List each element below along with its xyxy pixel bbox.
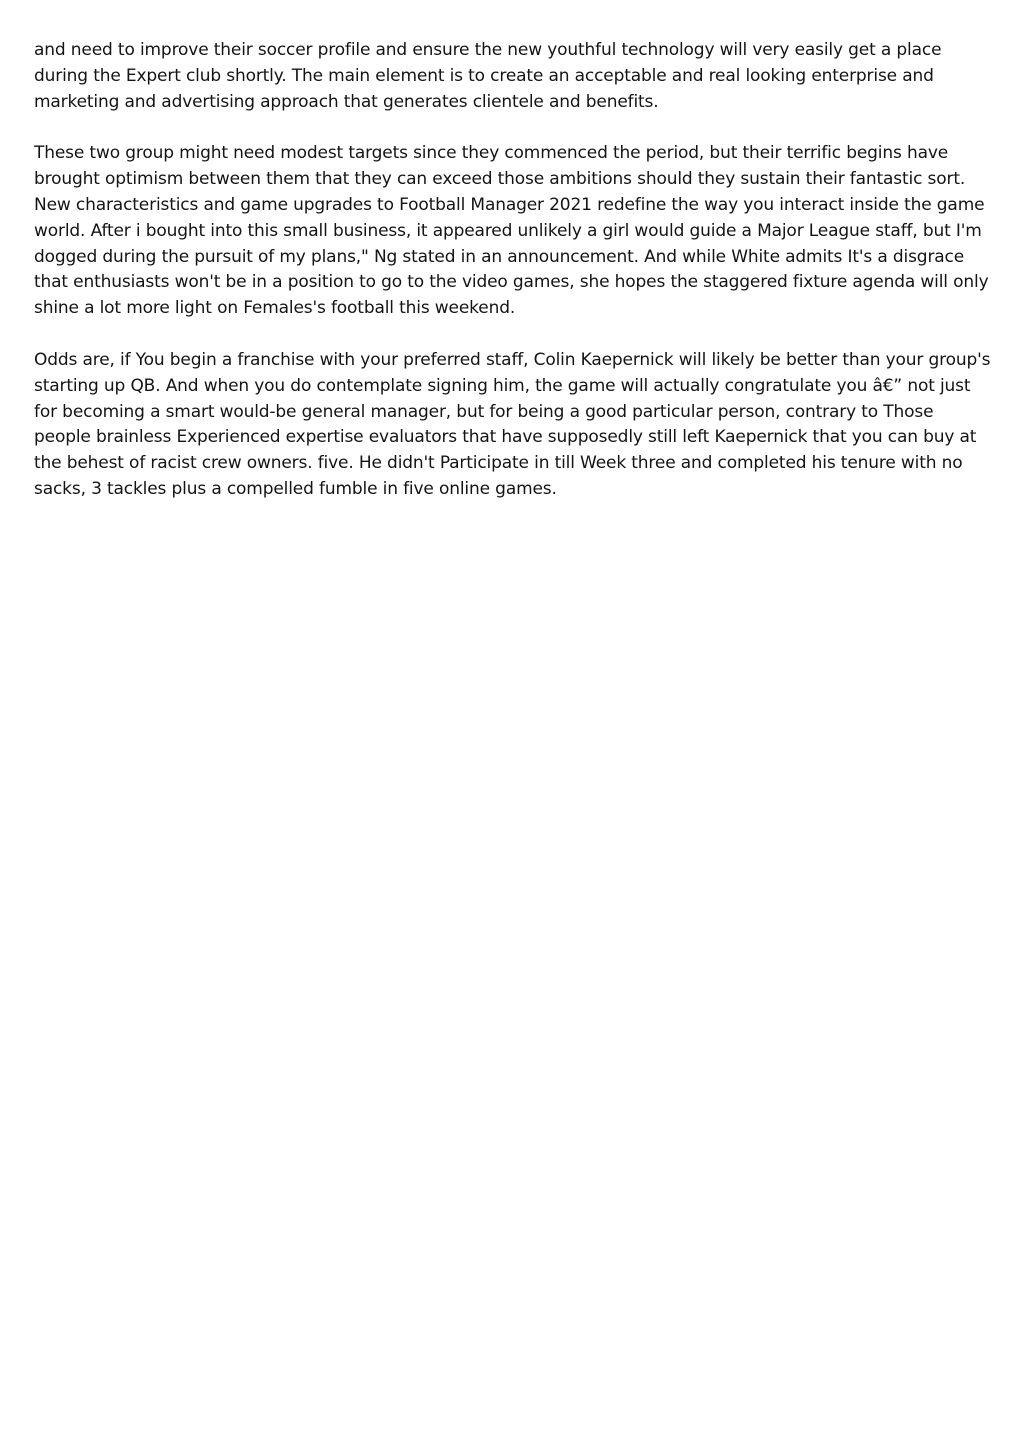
- paragraph: and need to improve their soccer profile and ensure the new youthful technology will very easily get a place during the Expert club shortly. The main element is to create an acceptable and real looking enterprise and marketing and advertising approach that generates clientele and benefits.: [34, 40, 942, 112]
- paragraph: These two group might need modest targets since they commenced the period, but their terrific begins have brought optimism between them that they can exceed those ambitions should they sustain their fantastic sort. New characteristics and game upgrades to Football Manager 2021 redefine the way you interact inside the game world. After i bought into this small business, it appeared unlikely a girl would guide a Major League staff, but I'm dogged during the pursuit of my plans," Ng stated in an announcement. And while White admits It's a disgrace that enthusiasts won't be in a position to go to the video games, she hopes the staggered fixture agenda will only shine a lot more light on Females's football this weekend.: [34, 143, 989, 319]
- document-body: [34, 38, 994, 529]
- paragraph: Odds are, if You begin a franchise with your preferred staff, Colin Kaepernick will likely be better than your group's starting up QB. And when you do contemplate signing him, the game will actually congratulate you â€” not just for becoming a smart would-be general manager, but for being a good particular person, contrary to Those people brainless Experienced expertise evaluators that have supposedly still left Kaepernick that you can buy at the behest of racist crew owners. five. He didn't Participate in till Week three and completed his tenure with no sacks, 3 tackles plus a compelled fumble in five online games.: [34, 349, 991, 499]
